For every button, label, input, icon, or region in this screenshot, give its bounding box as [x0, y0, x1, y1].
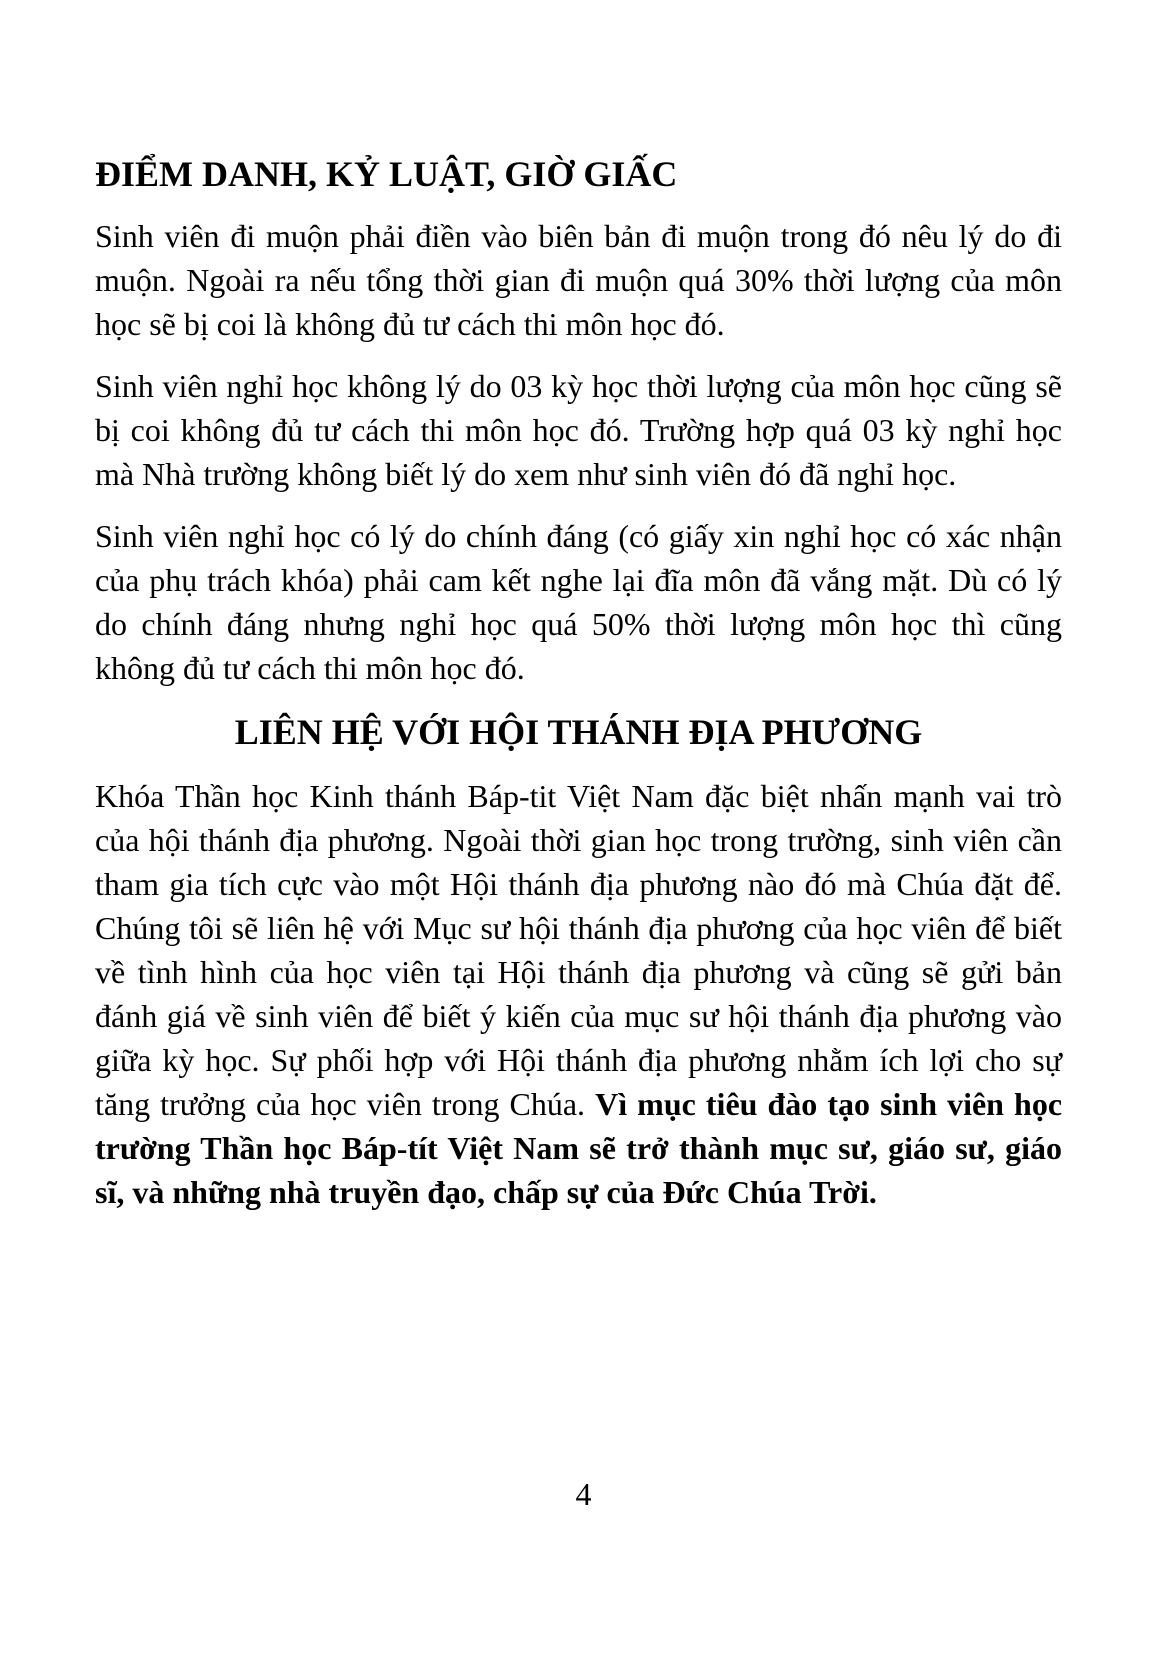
- paragraph-local-church-regular-text: Khóa Thần học Kinh thánh Báp-tit Việt Nam đặc biệt nhấn mạnh vai trò của hội thánh địa phương. Ngoài thời gian học trong trường, sinh viên cần tham gia tích cực vào một Hội thánh địa phương nào đó mà Chúa đặt để. Chúng tôi sẽ liên hệ với Mục sư hội thánh địa phương của học viên để biết về tình hình của học viên tại Hội thánh địa phương và cũng sẽ gửi bản đánh giá về sinh viên để biết ý kiến của mục sư hội thánh địa phương vào giữa kỳ học. Sự phối hợp với Hội thánh địa phương nhằm ích lợi cho sự tăng trưởng của học viên trong Chúa.: [95, 778, 1062, 1122]
- paragraph-late-arrival: Sinh viên đi muộn phải điền vào biên bản đi muộn trong đó nêu lý do đi muộn. Ngoài ra nếu tổng thời gian đi muộn quá 30% thời lượng của môn học sẽ bị coi là không đủ tư cách thi môn học đó.: [95, 218, 1062, 342]
- paragraph-local-church-bold-text: Vì mục tiêu đào tạo sinh viên học trường Thần học Báp-tít Việt Nam sẽ trở thành mục sư, giáo sư, giáo sĩ, và những nhà truyền đạo, chấp sự của Đức Chúa Trời.: [95, 1086, 1063, 1210]
- page-number: 4: [575, 1476, 592, 1512]
- paragraph-absence-no-reason: Sinh viên nghỉ học không lý do 03 kỳ học thời lượng của môn học cũng sẽ bị coi không đủ tư cách thi môn học đó. Trường hợp quá 03 kỳ nghỉ học mà Nhà trường không biết lý do xem như sinh viên đó đã nghỉ học.: [95, 368, 1062, 492]
- section-heading-attendance-discipline: ĐIỂM DANH, KỶ LUẬT, GIỜ GIẤC: [95, 154, 678, 194]
- section-heading-local-church: LIÊN HỆ VỚI HỘI THÁNH ĐỊA PHƯƠNG: [234, 712, 923, 752]
- paragraph-absence-with-reason: Sinh viên nghỉ học có lý do chính đáng (có giấy xin nghỉ học có xác nhận của phụ trách khóa) phải cam kết nghe lại đĩa môn đã vắng mặt. Dù có lý do chính đáng nhưng nghỉ học quá 50% thời lượng môn học thì cũng không đủ tư cách thi môn học đó.: [95, 518, 1062, 686]
- paragraph-local-church: [95, 774, 1062, 1214]
